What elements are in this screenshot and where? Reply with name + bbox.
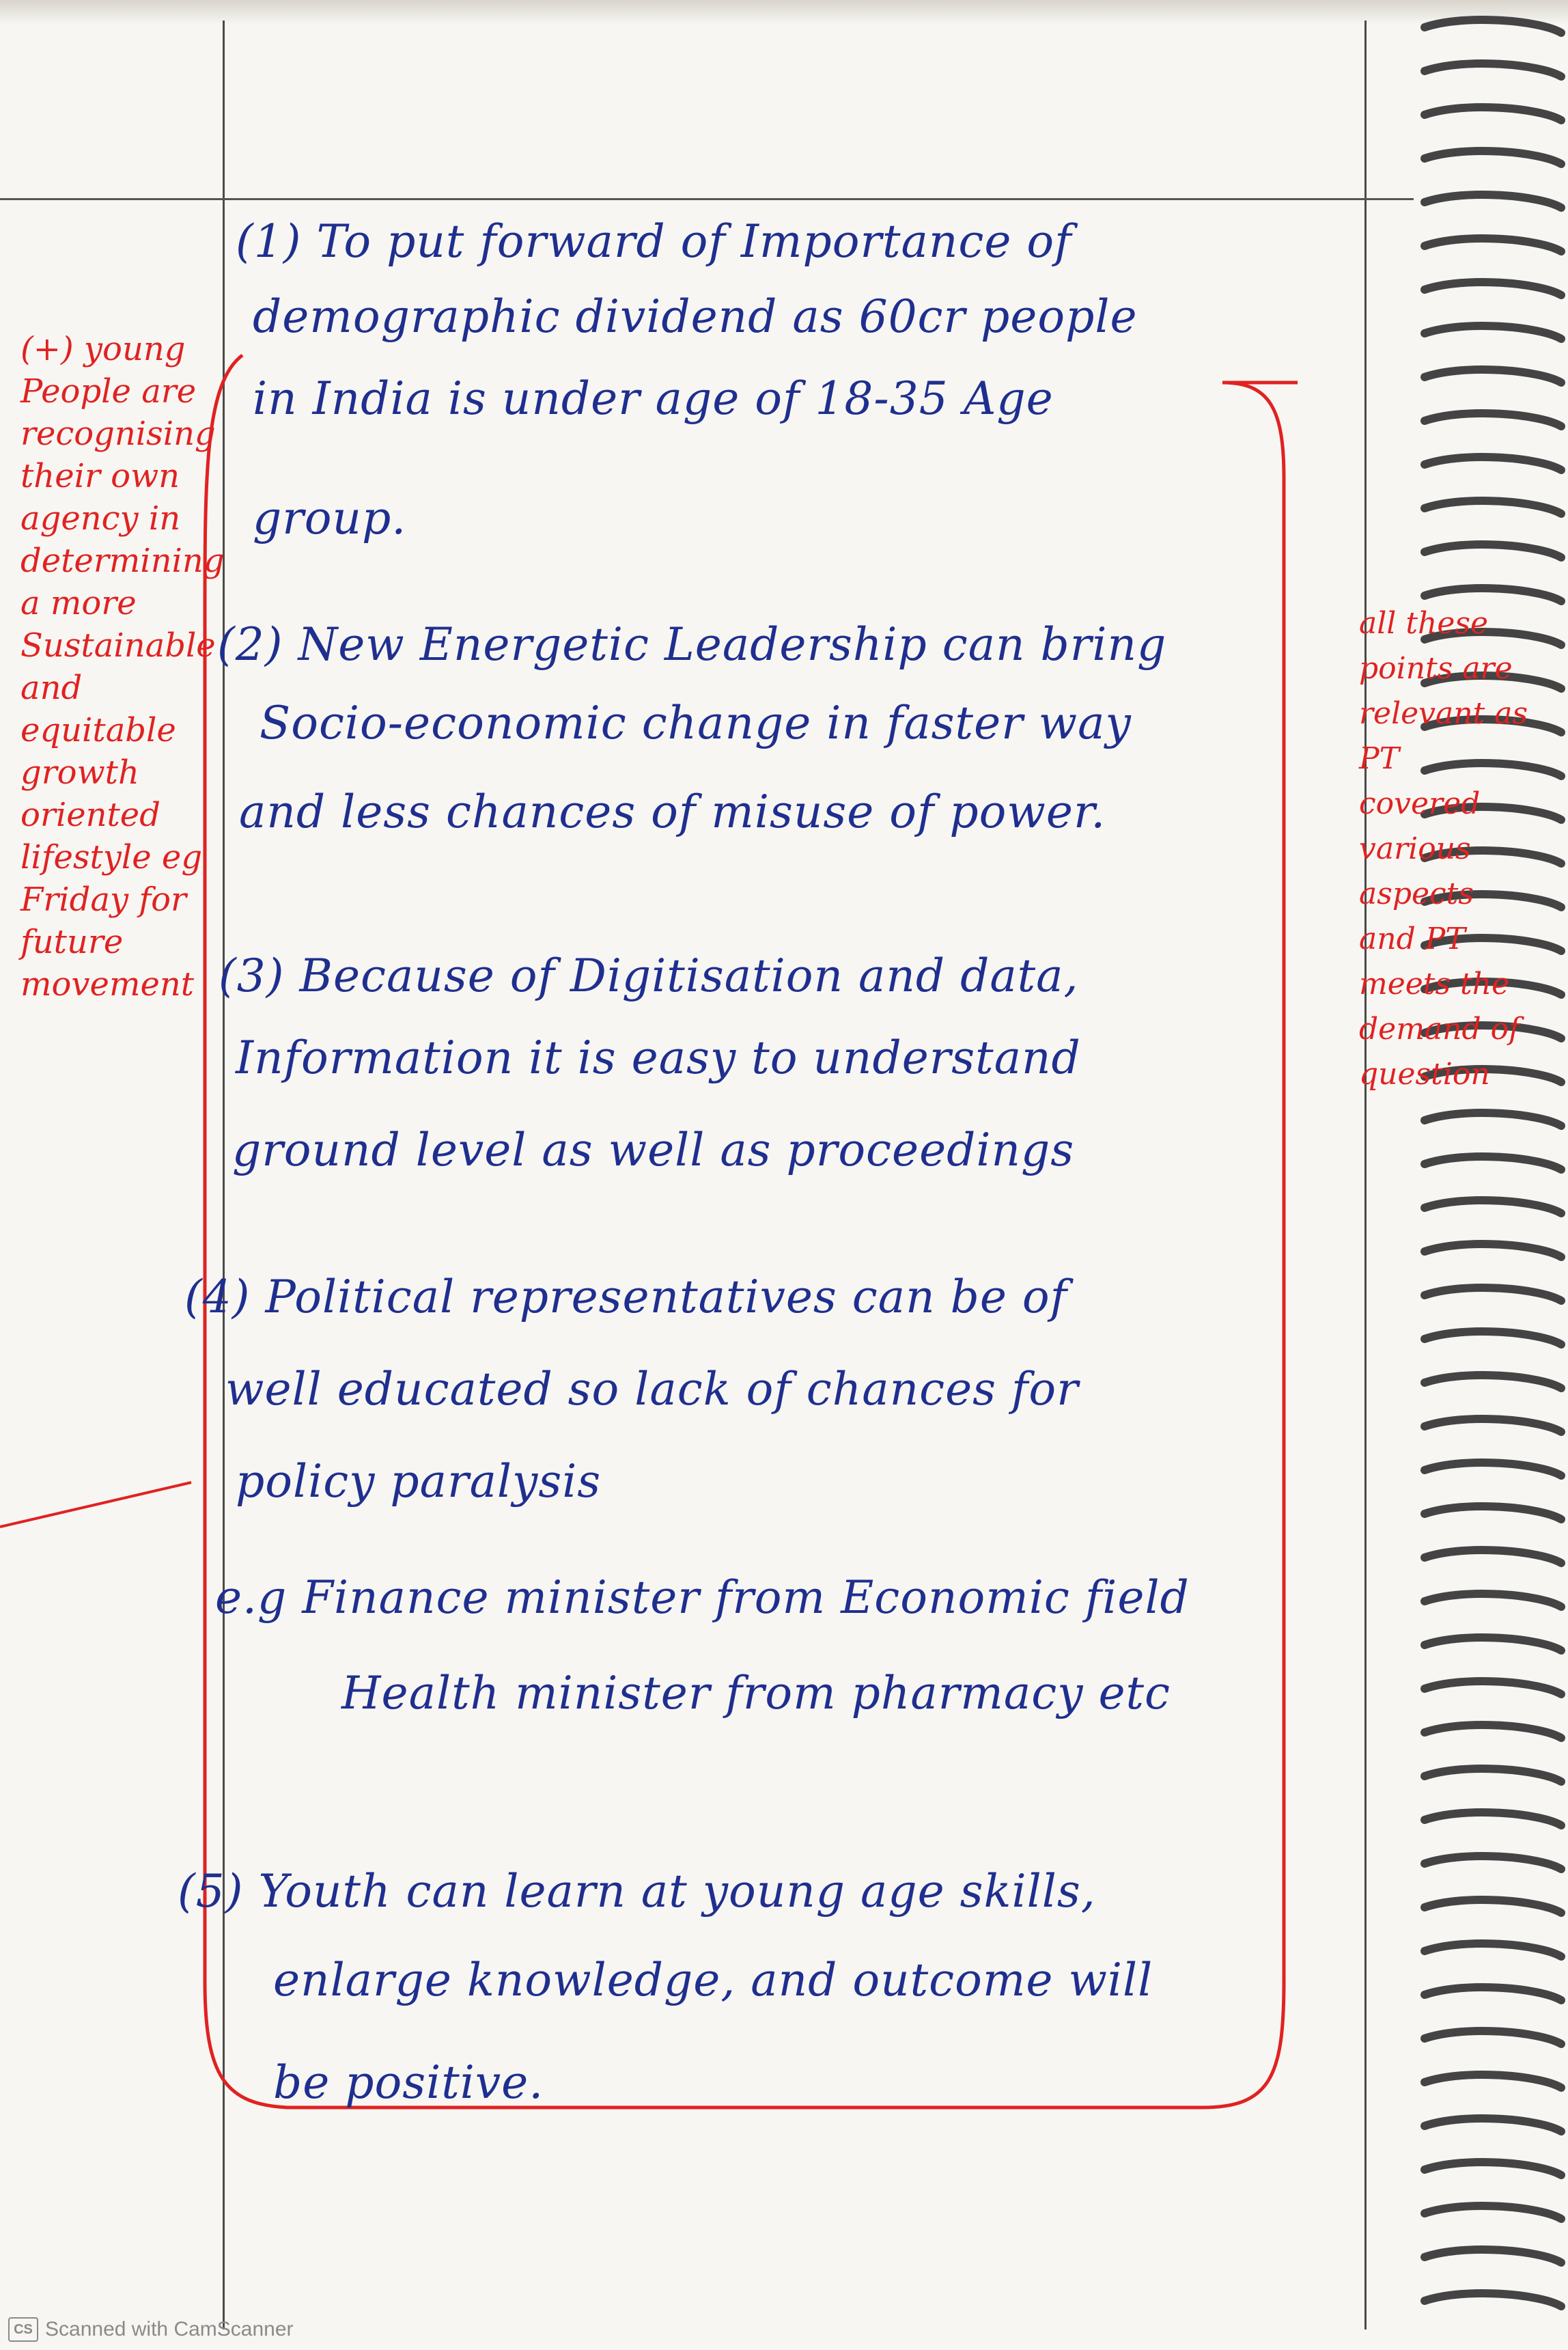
note-line: ground level as well as proceedings [232, 1124, 1075, 1176]
note-line: demographic dividend as 60cr people [253, 290, 1138, 343]
note-line: (2) New Energetic Leadership can bring [217, 618, 1167, 671]
right-margin-annotation: all these points are relevant as PT covered various aspects and PT meets the demand of question [1359, 606, 1528, 1092]
note-line: well educated so lack of chances for [225, 1363, 1079, 1415]
note-line: enlarge knowledge, and outcome will [273, 1954, 1153, 2006]
note-line: (3) Because of Digitisation and data, [219, 950, 1079, 1002]
note-line: (5) Youth can learn at young age skills, [178, 1865, 1096, 1918]
note-line: (4) Political representatives can be of [184, 1271, 1068, 1323]
note-line: policy paralysis [236, 1455, 602, 1508]
note-line: Health minister from pharmacy etc [341, 1667, 1171, 1719]
scanner-footer [8, 2317, 294, 2342]
note-line: and less chances of misuse of power. [239, 786, 1106, 838]
camscanner-logo: CS [8, 2317, 38, 2342]
left-margin-annotation: (+) young People are recognising their own agency in determining a more Sustainable and equitable growth oriented lifestyle eg Friday for future movement [20, 330, 225, 1004]
note-line: in India is under age of 18-35 Age [253, 372, 1054, 425]
note-line: be positive. [273, 2056, 544, 2109]
note-line: e.g Finance minister from Economic field [215, 1571, 1190, 1624]
note-line: (1) To put forward of Importance of [236, 215, 1072, 268]
note-line: Information it is easy to understand [236, 1032, 1081, 1084]
scanner-footer-text: Scanned with CamScanner [45, 2318, 294, 2340]
note-line: group. [253, 492, 407, 544]
note-line: Socio-economic change in faster way [260, 697, 1132, 749]
